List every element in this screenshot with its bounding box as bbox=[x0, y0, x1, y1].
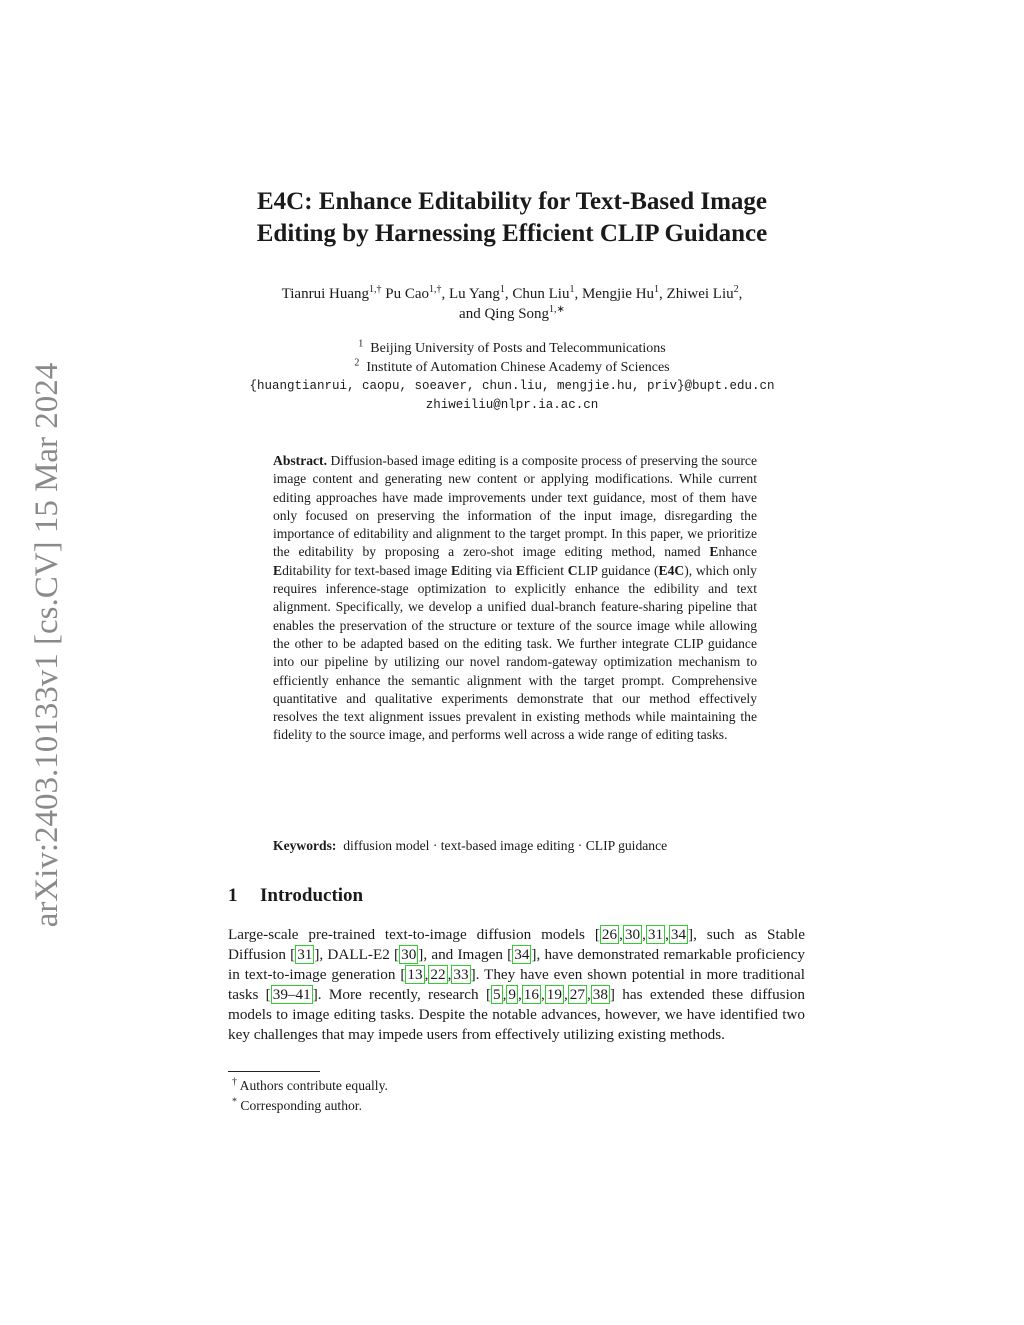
intro-text: ]. They have even shown potential in more traditional tasks [ bbox=[228, 966, 805, 1004]
affiliations bbox=[140, 340, 884, 414]
keywords-label: Keywords: bbox=[273, 838, 337, 853]
citation-link[interactable]: 26 bbox=[601, 926, 618, 943]
author-list bbox=[140, 284, 884, 324]
footnote-text: Authors contribute equally. bbox=[239, 1078, 388, 1093]
author-mark: 1 bbox=[654, 284, 660, 295]
author-name: Zhiwei Liu bbox=[666, 286, 734, 302]
abstract-text-1: Diffusion-based image editing is a composite process of preserving the source image content and generating new content or applying modifications. While current editing approaches have made improvements under text guidance, most of them have only focused on preserving the information of the input image, disregarding the importance of editability and alignment to the target prompt. In this paper, we prioritize the editability by proposing a zero-shot image editing method, named bbox=[273, 453, 757, 560]
footnote-mark: † bbox=[232, 1076, 237, 1088]
citation-link[interactable]: 38 bbox=[592, 986, 608, 1004]
arxiv-identifier-stamp: arXiv:2403.10133v1 [cs.CV] 15 Mar 2024 bbox=[29, 362, 65, 928]
citation-link[interactable]: 31 bbox=[647, 926, 664, 943]
citation-link[interactable]: 33 bbox=[453, 966, 469, 984]
intro-text: ], DALL-E2 [ bbox=[314, 946, 400, 964]
abstract-text-2: ), which only requires inference-stage optimization to explicitly enhance the edibility and text alignment. Specifically, we develop a unified dual-branch feature-sharing pipeline that enables the preservation of the structure or texture of the source image while allowing the other to be adapted based on the editing task. We further integrate CLIP guidance into our pipeline by utilizing our novel random-gateway optimization mechanism to efficiently enhance the semantic alignment with the target prompt. Comprehensive quantitative and qualitative experiments demonstrate that our method effectively resolves the text alignment issues prevalent in existing methods while maintaining the fidelity to the source image, and performs well across a wide range of editing tasks. bbox=[273, 562, 757, 743]
email-line-2: zhiweiliu@nlpr.ia.ac.cn bbox=[425, 397, 599, 412]
keywords-text: diffusion model · text-based image editing · CLIP guidance bbox=[343, 838, 668, 853]
citation-link[interactable]: 30 bbox=[624, 926, 641, 943]
intro-text: ], and Imagen [ bbox=[418, 946, 513, 964]
footnote-text: Corresponding author. bbox=[240, 1098, 362, 1113]
author-mark: 1 bbox=[499, 284, 505, 295]
abstract-guidance-open: guidance ( bbox=[601, 562, 659, 578]
method-acronym: E4C bbox=[658, 562, 685, 578]
intro-text: ], have demonstrated remarkable proficiency in text-to-image generation [ bbox=[228, 946, 805, 984]
intro-text: ], such as Stable Diffusion [ bbox=[228, 926, 806, 964]
citation-link[interactable]: 13 bbox=[407, 966, 423, 984]
intro-text: Large-scale pre-trained text-to-image diffusion models [ bbox=[228, 926, 600, 943]
author-separator: , bbox=[738, 286, 743, 302]
author-name: Lu Yang bbox=[449, 286, 500, 302]
citation-link[interactable]: 27 bbox=[569, 986, 585, 1004]
introduction-paragraph: Large-scale pre-trained text-to-image diffusion models [ 26 , 30 , 31 , 34 ], such as Stable Diffusion [ 31 ], DALL-E2 [ 30 ], and Imagen [ 34 ], have demonstrated remarkable proficiency in text-to-image generation [ 13 , 22 , 33 ]. They have even shown potential in more traditional tasks [ 39–41 ]. More recently, research [ 5 , 9 , 16 , 19 , 27 , 38 ] has extended these diffusion models to image editing tasks. Despite the notable advances, however, we have identified two key challenges that may impede users from effectively utilizing existing methods. bbox=[228, 926, 806, 1044]
author-separator: , bbox=[504, 286, 513, 302]
intro-text: ] has extended these diffusion models to image editing tasks. Despite the notable advances, however, we have identified two key challenges that may impede users from effectively utilizing existing methods. bbox=[228, 986, 805, 1044]
citation-link[interactable]: 34 bbox=[514, 946, 530, 964]
citation-link[interactable]: 34 bbox=[670, 926, 687, 943]
paper-title-line-2: Editing by Harnessing Efficient CLIP Guidance bbox=[256, 220, 768, 247]
affiliation-1 bbox=[140, 340, 884, 359]
paper-title-line-1: E4C: Enhance Editability for Text-Based Image bbox=[257, 188, 767, 215]
affiliation-mark: 2 bbox=[354, 356, 360, 368]
acronym-word: LIP bbox=[577, 562, 598, 578]
author-mark: 1,∗ bbox=[549, 304, 565, 315]
author-name: Chun Liu bbox=[512, 286, 570, 302]
acronym-word: ditability for text-based image bbox=[282, 562, 452, 578]
acronym-initial: C bbox=[567, 562, 578, 578]
citation-link[interactable]: 30 bbox=[401, 946, 417, 964]
author-mark: 2 bbox=[733, 284, 739, 295]
affiliation-name: Beijing University of Posts and Telecommunications bbox=[370, 341, 666, 356]
section-number: 1 bbox=[228, 885, 238, 906]
author-name: Mengjie Hu bbox=[581, 286, 655, 302]
acronym-word: fficient bbox=[524, 562, 568, 578]
footnote-1 bbox=[228, 1076, 805, 1096]
footnotes bbox=[228, 1076, 805, 1116]
paper-title bbox=[140, 186, 884, 250]
acronym-initial: E bbox=[515, 562, 525, 578]
abstract-label: Abstract. bbox=[273, 453, 327, 468]
author-mark: 1,† bbox=[429, 284, 442, 295]
affiliation-mark: 1 bbox=[358, 338, 364, 350]
footnote-divider bbox=[228, 1071, 320, 1072]
email-line-1: {huangtianrui, caopu, soeaver, chun.liu, mengjie.hu, priv}@bupt.edu.cn bbox=[249, 379, 775, 393]
author-name: and Qing Song bbox=[459, 306, 550, 322]
abstract bbox=[273, 452, 757, 745]
author-separator: , bbox=[659, 286, 667, 302]
section-title: Introduction bbox=[260, 885, 364, 906]
citation-link[interactable]: 9 bbox=[508, 986, 516, 1004]
author-mark: 1,† bbox=[369, 284, 382, 295]
author-line-1 bbox=[140, 284, 884, 304]
citation-link[interactable]: 16 bbox=[523, 986, 539, 1004]
acronym-initial: E bbox=[451, 562, 461, 578]
section-heading-introduction bbox=[228, 884, 363, 908]
citation-link[interactable]: 22 bbox=[430, 966, 446, 984]
acronym-word: diting via bbox=[460, 562, 516, 578]
author-line-2 bbox=[140, 304, 884, 324]
author-name: Tianrui Huang bbox=[281, 286, 369, 302]
author-separator: , bbox=[441, 286, 450, 302]
footnote-mark: * bbox=[232, 1096, 237, 1108]
acronym-word: nhance bbox=[718, 544, 757, 560]
acronym-initial: E bbox=[273, 562, 283, 578]
author-mark: 1 bbox=[569, 284, 575, 295]
footnote-2 bbox=[228, 1096, 805, 1116]
author-separator: , bbox=[574, 286, 582, 302]
citation-link[interactable]: 39–41 bbox=[272, 986, 311, 1004]
affiliation-name: Institute of Automation Chinese Academy of Sciences bbox=[366, 359, 670, 375]
citation-link[interactable]: 31 bbox=[297, 946, 313, 964]
intro-text: ]. More recently, research [ bbox=[312, 986, 491, 1004]
citation-link[interactable]: 19 bbox=[546, 986, 562, 1004]
acronym-initial: E bbox=[709, 544, 719, 560]
citation-link[interactable]: 5 bbox=[493, 986, 501, 1004]
author-name: Pu Cao bbox=[385, 286, 430, 302]
affiliation-2 bbox=[140, 356, 884, 378]
keywords bbox=[273, 837, 757, 855]
